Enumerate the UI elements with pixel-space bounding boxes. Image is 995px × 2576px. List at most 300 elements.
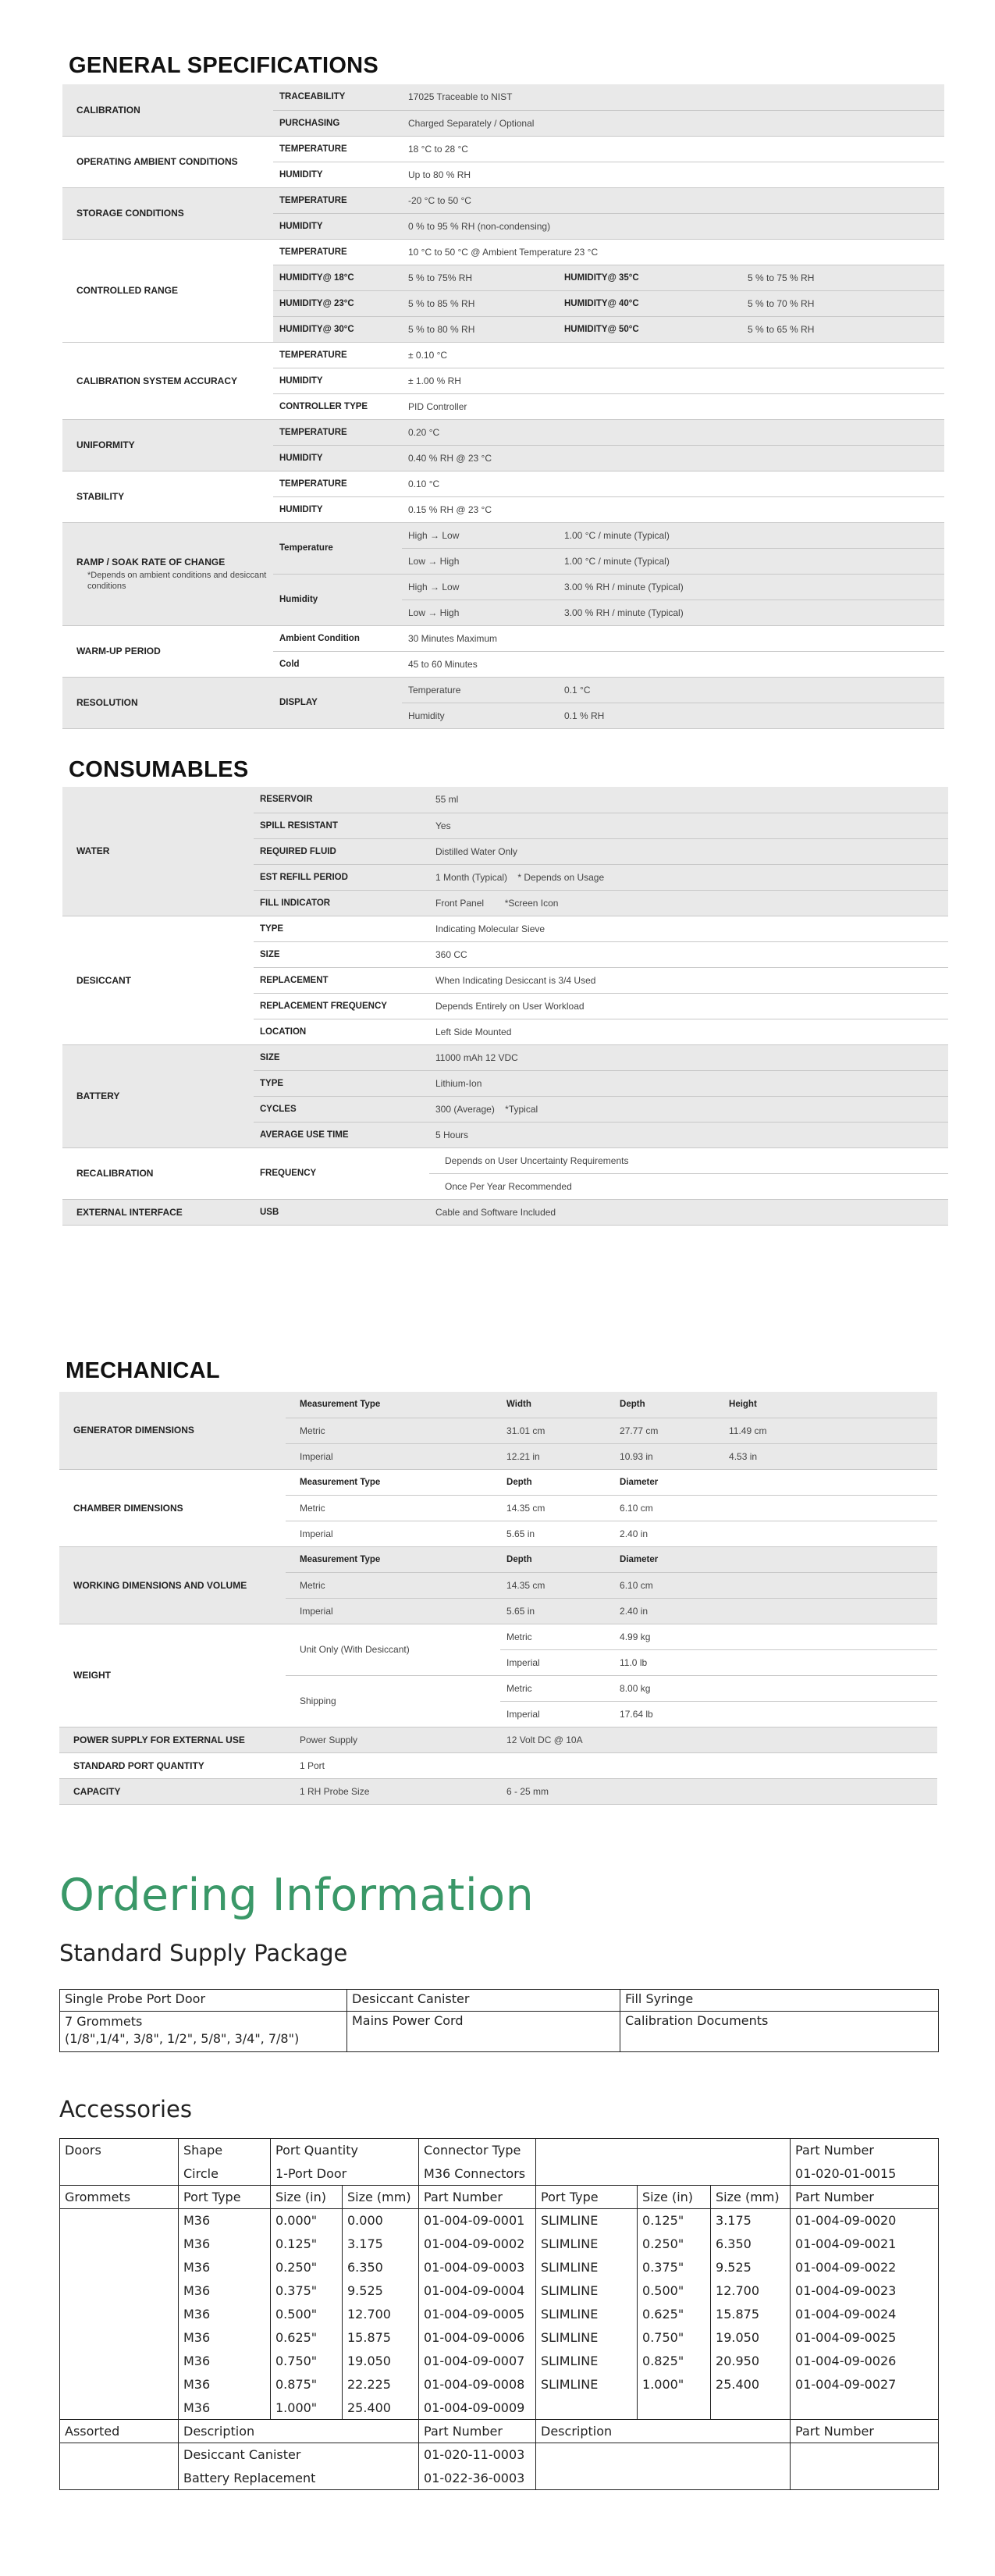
row-value: 6.10 cm [613, 1572, 937, 1598]
row-label: REPLACEMENT FREQUENCY [254, 993, 429, 1019]
row-label: Imperial [286, 1443, 500, 1469]
table-row [59, 1546, 937, 1572]
grommet-cell: 0.625" [638, 2303, 711, 2326]
grommet-cell: M36 [179, 2279, 271, 2303]
row-value: 8.00 kg [613, 1675, 937, 1701]
column-header: Shape [179, 2139, 271, 2162]
cell: 01-020-11-0003 [419, 2443, 536, 2467]
standard-supply-title: Standard Supply Package [59, 1940, 348, 1966]
grommet-cell: 19.050 [343, 2350, 419, 2373]
row-label: Ambient Condition [273, 625, 402, 651]
row-value: 0 % to 95 % RH (non-condensing) [402, 213, 944, 239]
mechanical-title: MECHANICAL [66, 1358, 220, 1383]
grommet-cell: 01-004-09-0020 [791, 2209, 939, 2233]
column-header: Measurement Type [286, 1469, 500, 1495]
grommet-cell: 0.000" [271, 2209, 343, 2233]
row-value: 4.53 in [723, 1443, 937, 1469]
grommet-cell: 01-004-09-0002 [419, 2233, 536, 2256]
grommet-cell [711, 2396, 791, 2420]
row-label: TEMPERATURE [273, 187, 402, 213]
grommet-cell: 01-004-09-0021 [791, 2233, 939, 2256]
category-label: Assorted [60, 2420, 179, 2443]
grommet-rows [60, 2209, 939, 2420]
table-row [62, 187, 944, 213]
row-label: FREQUENCY [254, 1147, 429, 1199]
grommet-cell: 3.175 [711, 2209, 791, 2233]
row-label: HUMIDITY@ 23°C [273, 290, 402, 316]
grommet-row [60, 2279, 939, 2303]
grommet-cell: 0.250" [271, 2256, 343, 2279]
group-label: STORAGE CONDITIONS [62, 187, 273, 239]
table-row [62, 1044, 948, 1070]
cycles-note: *Typical [505, 1103, 538, 1115]
grommet-cell: 01-004-09-0004 [419, 2279, 536, 2303]
grommet-cell: M36 [179, 2396, 271, 2420]
grommet-cell: SLIMLINE [536, 2350, 638, 2373]
empty-cell [536, 2139, 791, 2162]
column-header: Port Type [179, 2186, 271, 2209]
row-value: 55 ml [429, 787, 948, 813]
table-row [62, 787, 948, 813]
standard-supply-table [59, 1989, 939, 2052]
refill-note: * Depends on Usage [517, 871, 605, 883]
group-label: GENERATOR DIMENSIONS [59, 1392, 286, 1469]
row-value: 10 °C to 50 °C @ Ambient Temperature 23 °C [402, 239, 944, 265]
grommet-cell: 6.350 [343, 2256, 419, 2279]
grommet-cell: 01-004-09-0003 [419, 2256, 536, 2279]
row-value: 5.65 in [500, 1598, 613, 1624]
consumables-table [62, 787, 948, 1226]
column-header: Depth [500, 1469, 613, 1495]
row-value: 2.40 in [613, 1521, 937, 1546]
table-row [59, 1727, 937, 1752]
row-value: Left Side Mounted [429, 1019, 948, 1044]
empty-cell [536, 2162, 791, 2186]
row-label: HUMIDITY [273, 445, 402, 471]
table-row [60, 2443, 939, 2467]
row-value: 5 % to 75% RH [402, 265, 558, 290]
grommet-cell: 1.000" [638, 2373, 711, 2396]
empty-cell [60, 2162, 179, 2186]
row-value: 0.40 % RH @ 23 °C [402, 445, 944, 471]
grommet-cell: M36 [179, 2350, 271, 2373]
row-value: 4.99 kg [613, 1624, 937, 1649]
refill-value: 1 Month (Typical) [435, 871, 508, 883]
row-value: High → Low [402, 574, 558, 600]
grommet-cell: 0.375" [271, 2279, 343, 2303]
row-label: PURCHASING [273, 110, 402, 136]
table-row [62, 342, 944, 368]
grommet-cell: 01-004-09-0027 [791, 2373, 939, 2396]
row-label: Humidity [273, 574, 402, 625]
cell: Desiccant Canister [179, 2443, 419, 2467]
supply-item: Desiccant Canister [347, 1990, 620, 2012]
group-label: RESOLUTION [62, 677, 273, 728]
row-value: 0.1 % RH [558, 703, 944, 728]
empty-cell [536, 2467, 791, 2490]
column-header: Depth [500, 1546, 613, 1572]
empty-cell [60, 2373, 179, 2396]
grommet-cell: 0.125" [271, 2233, 343, 2256]
column-header: Description [179, 2420, 419, 2443]
grommet-row [60, 2326, 939, 2350]
group-label: WORKING DIMENSIONS AND VOLUME [59, 1546, 286, 1624]
group-label: CAPACITY [59, 1778, 286, 1804]
table-row [60, 1990, 939, 2012]
row-label: Imperial [500, 1649, 613, 1675]
grommet-cell: 0.125" [638, 2209, 711, 2233]
row-value: 6 - 25 mm [500, 1778, 937, 1804]
row-label: TEMPERATURE [273, 471, 402, 496]
row-value: Depends on User Uncertainty Requirements [429, 1147, 948, 1173]
grommet-cell [638, 2396, 711, 2420]
group-label: WEIGHT [59, 1624, 286, 1727]
row-value: 0.1 °C [558, 677, 944, 703]
row-value: PID Controller [402, 393, 944, 419]
row-label: HUMIDITY [273, 368, 402, 393]
grommet-cell: 01-004-09-0007 [419, 2350, 536, 2373]
grommet-row [60, 2256, 939, 2279]
row-label: Cold [273, 651, 402, 677]
row-value: 0.10 °C [402, 471, 944, 496]
grommet-cell: 01-004-09-0006 [419, 2326, 536, 2350]
row-label: HUMIDITY@ 40°C [558, 290, 741, 316]
grommet-cell: 0.500" [271, 2303, 343, 2326]
grommet-row [60, 2303, 939, 2326]
mechanical-table [59, 1392, 937, 1805]
row-value: Temperature [402, 677, 558, 703]
row-label: TYPE [254, 1070, 429, 1096]
empty-cell [791, 2467, 939, 2490]
grommet-cell: 01-004-09-0022 [791, 2256, 939, 2279]
grommet-cell: M36 [179, 2233, 271, 2256]
row-value: 0.20 °C [402, 419, 944, 445]
grommet-cell: 19.050 [711, 2326, 791, 2350]
ordering-title: Ordering Information [59, 1870, 535, 1921]
row-value: 5 % to 70 % RH [741, 290, 944, 316]
empty-cell [60, 2396, 179, 2420]
row-value [429, 864, 948, 890]
column-header: Part Number [419, 2420, 536, 2443]
group-label: CONTROLLED RANGE [62, 239, 273, 342]
grommet-cell: 01-004-09-0001 [419, 2209, 536, 2233]
cell: Battery Replacement [179, 2467, 419, 2490]
group-label: POWER SUPPLY FOR EXTERNAL USE [59, 1727, 286, 1752]
column-header: Depth [613, 1392, 723, 1418]
cycles-value: 300 (Average) [435, 1103, 495, 1115]
category-label: Grommets [60, 2186, 179, 2209]
accessories-title: Accessories [59, 2096, 192, 2122]
grommet-cell: SLIMLINE [536, 2303, 638, 2326]
table-row [60, 2467, 939, 2490]
category-label: Doors [60, 2139, 179, 2162]
grommet-cell: 25.400 [343, 2396, 419, 2420]
row-label: HUMIDITY@ 18°C [273, 265, 402, 290]
group-label: WATER [62, 787, 254, 916]
row-value: 12.21 in [500, 1443, 613, 1469]
row-value: 12 Volt DC @ 10A [500, 1727, 937, 1752]
row-value: 6.10 cm [613, 1495, 937, 1521]
row-value: 31.01 cm [500, 1418, 613, 1443]
row-value: 5 % to 80 % RH [402, 316, 558, 342]
group-label: CHAMBER DIMENSIONS [59, 1469, 286, 1546]
grommet-cell: SLIMLINE [536, 2256, 638, 2279]
table-row [60, 2420, 939, 2443]
row-value: 5 % to 75 % RH [741, 265, 944, 290]
row-value: Up to 80 % RH [402, 162, 944, 187]
row-label: DISPLAY [273, 677, 402, 728]
row-label: SIZE [254, 1044, 429, 1070]
table-row [62, 1199, 948, 1225]
column-header: Width [500, 1392, 613, 1418]
row-label: 1 RH Probe Size [286, 1778, 500, 1804]
row-value: 5 % to 85 % RH [402, 290, 558, 316]
column-header: Size (mm) [343, 2186, 419, 2209]
row-value: Indicating Molecular Sieve [429, 916, 948, 941]
grommet-cell: SLIMLINE [536, 2326, 638, 2350]
row-label: Power Supply [286, 1727, 500, 1752]
row-value: Humidity [402, 703, 558, 728]
row-value: 11.49 cm [723, 1418, 937, 1443]
row-label: EST REFILL PERIOD [254, 864, 429, 890]
grommet-cell: SLIMLINE [536, 2209, 638, 2233]
group-label: CALIBRATION SYSTEM ACCURACY [62, 342, 273, 419]
row-value [429, 1096, 948, 1122]
row-value: Once Per Year Recommended [429, 1173, 948, 1199]
row-value: 27.77 cm [613, 1418, 723, 1443]
row-value: 11.0 lb [613, 1649, 937, 1675]
row-label: TYPE [254, 916, 429, 941]
table-row [60, 2162, 939, 2186]
group-label: UNIFORMITY [62, 419, 273, 471]
column-header: Size (in) [271, 2186, 343, 2209]
row-label: HUMIDITY@ 30°C [273, 316, 402, 342]
row-label: Metric [286, 1418, 500, 1443]
empty-cell [60, 2209, 179, 2233]
column-header: Diameter [613, 1546, 937, 1572]
row-label: HUMIDITY@ 35°C [558, 265, 741, 290]
general-specs-table [62, 84, 944, 729]
grommet-cell: 0.825" [638, 2350, 711, 2373]
column-header: Part Number [791, 2139, 939, 2162]
grommet-cell: 0.500" [638, 2279, 711, 2303]
table-row [62, 136, 944, 162]
grommets-sizes: (1/8",1/4", 3/8", 1/2", 5/8", 3/4", 7/8") [65, 2031, 300, 2046]
grommet-cell: 25.400 [711, 2373, 791, 2396]
column-header: Size (in) [638, 2186, 711, 2209]
grommet-cell: 01-004-09-0009 [419, 2396, 536, 2420]
grommet-cell: SLIMLINE [536, 2233, 638, 2256]
row-value: Low → High [402, 600, 558, 625]
row-value: High → Low [402, 522, 558, 548]
table-row [62, 677, 944, 703]
group-label: STANDARD PORT QUANTITY [59, 1752, 286, 1778]
row-value: 5 % to 65 % RH [741, 316, 944, 342]
general-specs-title: GENERAL SPECIFICATIONS [69, 53, 379, 78]
column-header: Part Number [791, 2420, 939, 2443]
grommet-cell: 0.250" [638, 2233, 711, 2256]
row-label: Metric [286, 1495, 500, 1521]
row-value: Cable and Software Included [429, 1199, 948, 1225]
grommet-row [60, 2350, 939, 2373]
empty-cell [60, 2233, 179, 2256]
row-label: HUMIDITY [273, 162, 402, 187]
row-label: Metric [500, 1624, 613, 1649]
row-label: TEMPERATURE [273, 136, 402, 162]
row-value: Low → High [402, 548, 558, 574]
table-row [60, 2186, 939, 2209]
row-value: 45 to 60 Minutes [402, 651, 944, 677]
row-label: REQUIRED FLUID [254, 838, 429, 864]
grommet-cell: 22.225 [343, 2373, 419, 2396]
row-value: -20 °C to 50 °C [402, 187, 944, 213]
row-value: 2.40 in [613, 1598, 937, 1624]
table-row [60, 2012, 939, 2052]
supply-item: Single Probe Port Door [60, 1990, 347, 2012]
consumables-title: CONSUMABLES [69, 757, 249, 782]
grommet-cell: 9.525 [343, 2279, 419, 2303]
cell: Circle [179, 2162, 271, 2186]
empty-cell [60, 2256, 179, 2279]
column-header: Part Number [419, 2186, 536, 2209]
empty-cell [791, 2443, 939, 2467]
grommet-cell: 12.700 [711, 2279, 791, 2303]
group-label: EXTERNAL INTERFACE [62, 1199, 254, 1225]
grommet-row [60, 2396, 939, 2420]
group-label: DESICCANT [62, 916, 254, 1044]
column-header: Connector Type [419, 2139, 536, 2162]
grommet-cell: 01-004-09-0024 [791, 2303, 939, 2326]
group-label: WARM-UP PERIOD [62, 625, 273, 677]
empty-cell [60, 2443, 179, 2467]
row-label: USB [254, 1199, 429, 1225]
row-value: 360 CC [429, 941, 948, 967]
row-label: CONTROLLER TYPE [273, 393, 402, 419]
grommet-cell: 15.875 [343, 2326, 419, 2350]
row-label: Metric [500, 1675, 613, 1701]
table-row [59, 1778, 937, 1804]
row-value: 3.00 % RH / minute (Typical) [558, 600, 944, 625]
grommet-cell: 01-004-09-0025 [791, 2326, 939, 2350]
column-header: Description [536, 2420, 791, 2443]
row-value [429, 890, 948, 916]
row-value: 14.35 cm [500, 1495, 613, 1521]
row-label: HUMIDITY [273, 496, 402, 522]
grommet-row [60, 2373, 939, 2396]
grommet-cell: 0.875" [271, 2373, 343, 2396]
grommet-cell: 12.700 [343, 2303, 419, 2326]
supply-item [60, 2012, 347, 2052]
row-label: Unit Only (With Desiccant) [286, 1624, 500, 1675]
grommet-cell: 0.750" [271, 2350, 343, 2373]
column-header: Port Type [536, 2186, 638, 2209]
row-label: TEMPERATURE [273, 239, 402, 265]
grommet-cell: M36 [179, 2303, 271, 2326]
table-row [59, 1624, 937, 1649]
row-label: AVERAGE USE TIME [254, 1122, 429, 1147]
grommet-cell: M36 [179, 2209, 271, 2233]
column-header: Part Number [791, 2186, 939, 2209]
group-label: STABILITY [62, 471, 273, 522]
grommet-cell: 0.375" [638, 2256, 711, 2279]
row-value: Charged Separately / Optional [402, 110, 944, 136]
ramp-group-title: RAMP / SOAK RATE OF CHANGE [76, 556, 226, 568]
row-value: 11000 mAh 12 VDC [429, 1044, 948, 1070]
row-value: 5.65 in [500, 1521, 613, 1546]
group-label: CALIBRATION [62, 84, 273, 136]
row-value: 10.93 in [613, 1443, 723, 1469]
table-row [62, 84, 944, 110]
row-value: 3.00 % RH / minute (Typical) [558, 574, 944, 600]
grommet-cell: 01-004-09-0008 [419, 2373, 536, 2396]
grommet-cell: 6.350 [711, 2233, 791, 2256]
column-header: Diameter [613, 1469, 937, 1495]
empty-cell [536, 2443, 791, 2467]
grommet-row [60, 2233, 939, 2256]
grommet-cell: 20.950 [711, 2350, 791, 2373]
grommet-cell: 9.525 [711, 2256, 791, 2279]
cell: M36 Connectors [419, 2162, 536, 2186]
row-label: SPILL RESISTANT [254, 813, 429, 838]
row-label: Imperial [286, 1598, 500, 1624]
table-row [62, 1147, 948, 1173]
grommet-cell: 0.000 [343, 2209, 419, 2233]
grommet-cell: 0.750" [638, 2326, 711, 2350]
row-label: Shipping [286, 1675, 500, 1727]
row-label: HUMIDITY@ 50°C [558, 316, 741, 342]
row-label: TEMPERATURE [273, 342, 402, 368]
grommet-cell [536, 2396, 638, 2420]
row-value: 14.35 cm [500, 1572, 613, 1598]
empty-cell [60, 2350, 179, 2373]
grommet-cell: 01-004-09-0026 [791, 2350, 939, 2373]
row-label: RESERVOIR [254, 787, 429, 813]
empty-cell [60, 2279, 179, 2303]
grommet-cell: 3.175 [343, 2233, 419, 2256]
cell: 01-022-36-0003 [419, 2467, 536, 2490]
column-header: Measurement Type [286, 1392, 500, 1418]
row-label: CYCLES [254, 1096, 429, 1122]
group-label: OPERATING AMBIENT CONDITIONS [62, 136, 273, 187]
row-value: 1 Port [286, 1752, 937, 1778]
grommet-cell: M36 [179, 2373, 271, 2396]
ramp-note: *Depends on ambient conditions and desiccant conditions [87, 570, 267, 591]
row-value: 17025 Traceable to NIST [402, 84, 944, 110]
row-value: 1.00 °C / minute (Typical) [558, 522, 944, 548]
row-value: Distilled Water Only [429, 838, 948, 864]
accessories-table [59, 2138, 939, 2490]
grommet-cell: SLIMLINE [536, 2279, 638, 2303]
row-value: Depends Entirely on User Workload [429, 993, 948, 1019]
row-value: 1.00 °C / minute (Typical) [558, 548, 944, 574]
table-row [62, 471, 944, 496]
row-label: Imperial [286, 1521, 500, 1546]
cell: 01-020-01-0015 [791, 2162, 939, 2186]
row-value: 18 °C to 28 °C [402, 136, 944, 162]
cell: 1-Port Door [271, 2162, 419, 2186]
grommet-cell: M36 [179, 2326, 271, 2350]
table-row [62, 522, 944, 548]
grommet-cell: 1.000" [271, 2396, 343, 2420]
row-label: SIZE [254, 941, 429, 967]
empty-cell [60, 2467, 179, 2490]
row-value: ± 1.00 % RH [402, 368, 944, 393]
table-row [62, 916, 948, 941]
row-value: 0.15 % RH @ 23 °C [402, 496, 944, 522]
supply-item: Calibration Documents [620, 2012, 939, 2052]
group-label: RECALIBRATION [62, 1147, 254, 1199]
grommet-cell: 01-004-09-0005 [419, 2303, 536, 2326]
